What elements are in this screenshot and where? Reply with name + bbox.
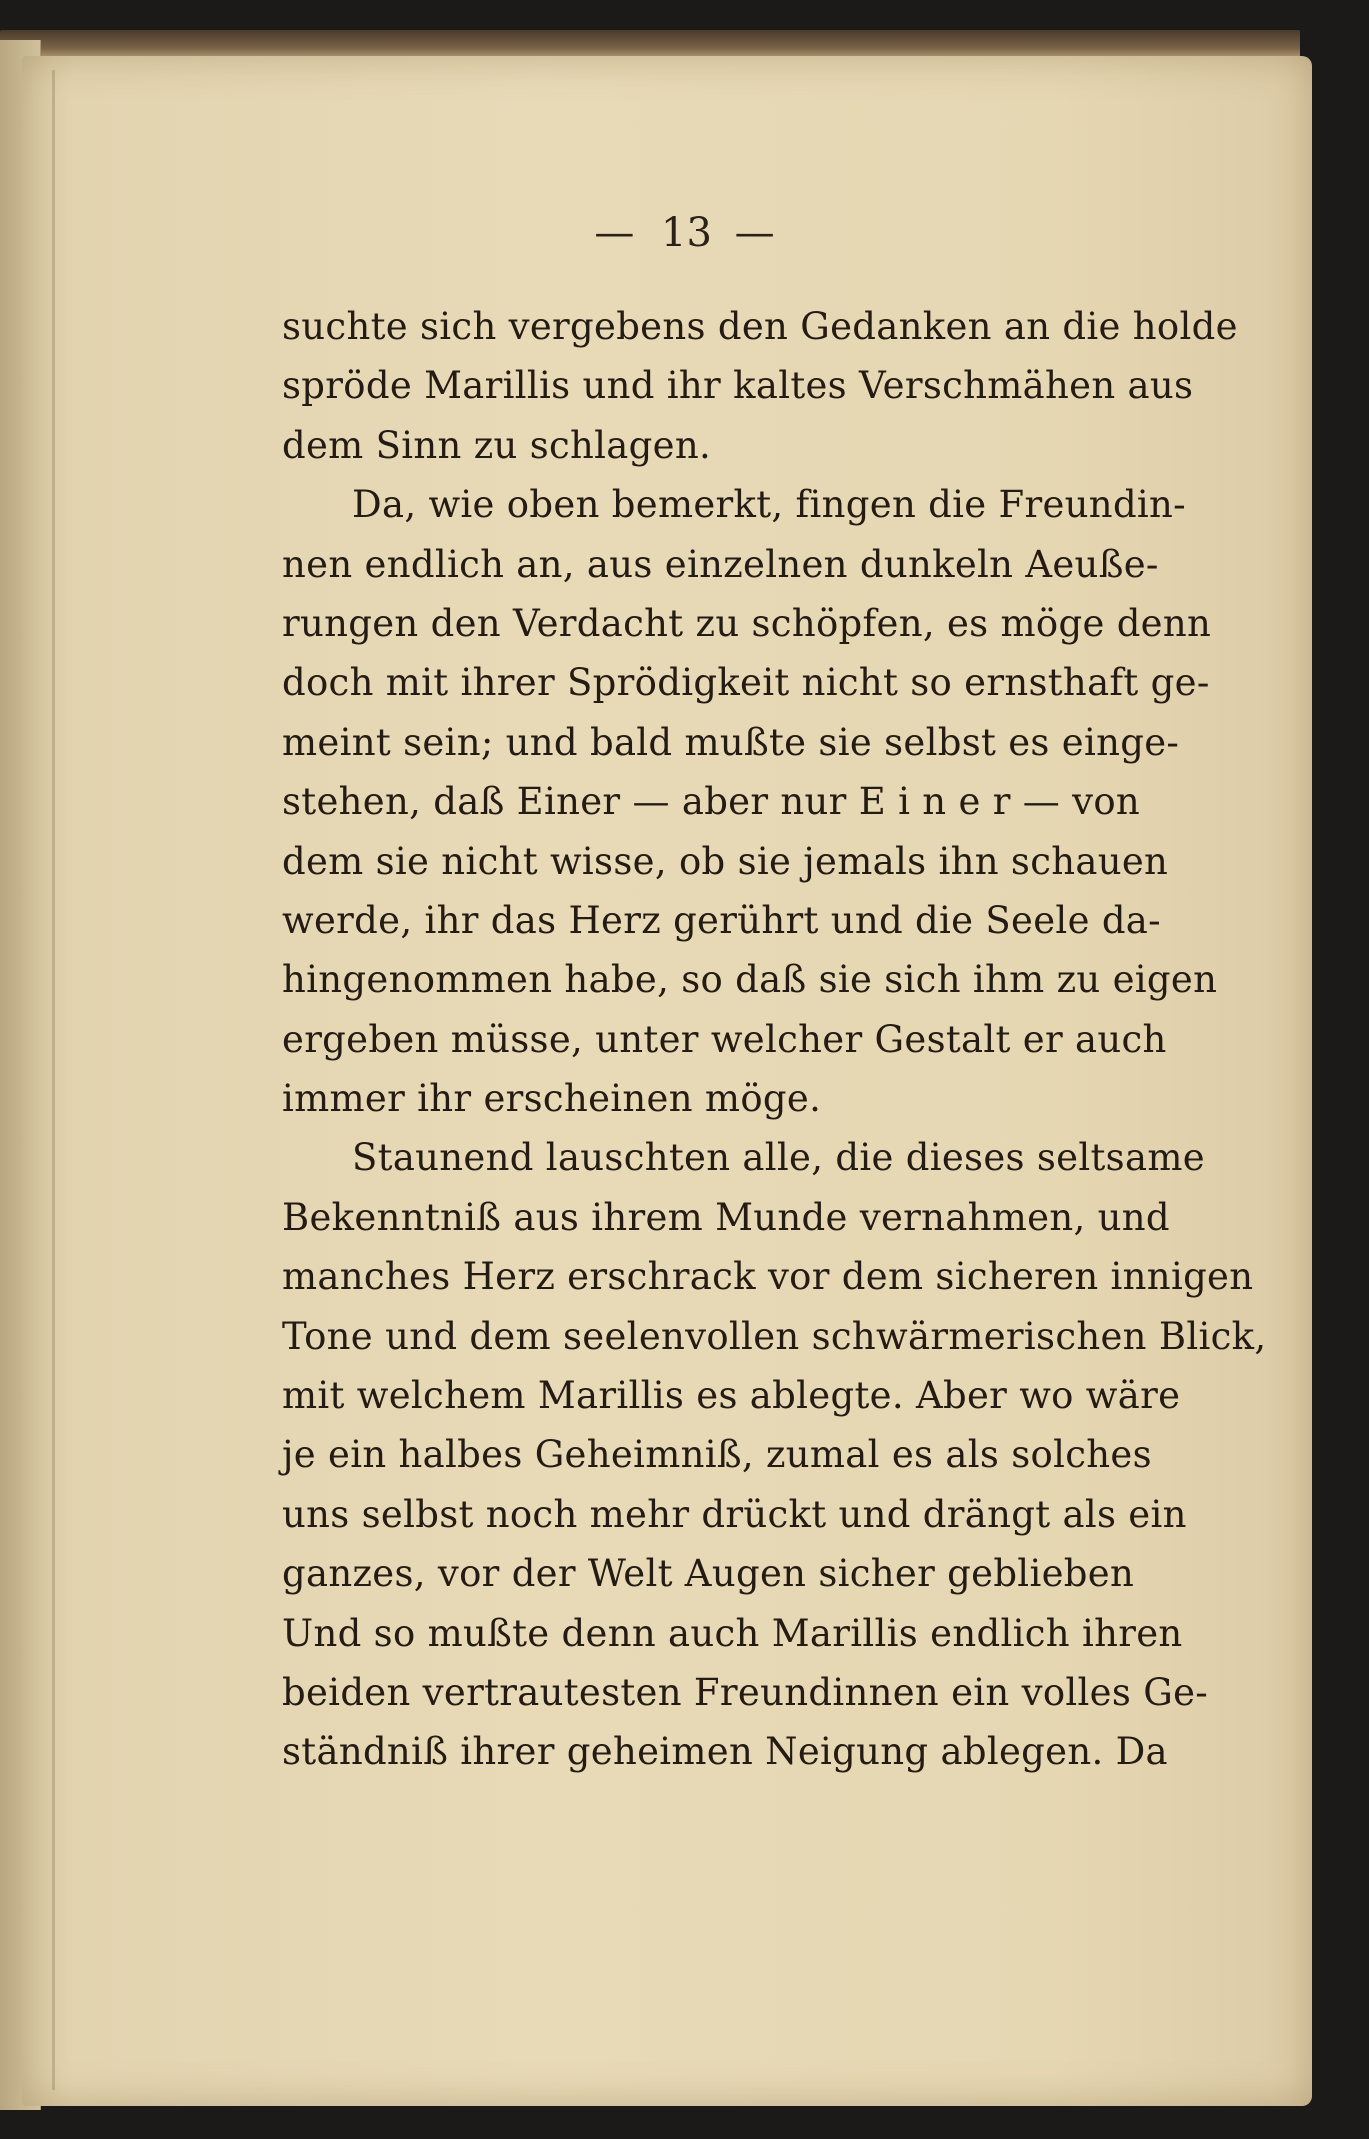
text-line: Staunend lauschten alle, die dieses seltsame bbox=[352, 1136, 1205, 1180]
text-line: werde, ihr das Herz gerührt und die Seele da- bbox=[282, 898, 1161, 942]
text-line: dem Sinn zu schlagen. bbox=[282, 423, 712, 467]
text-line: nen endlich an, aus einzelnen dunkeln Aeuße- bbox=[282, 542, 1159, 586]
text-line: beiden vertrautesten Freundinnen ein volles Ge- bbox=[282, 1670, 1209, 1714]
text-line: je ein halbes Geheimniß, zumal es als solches bbox=[282, 1433, 1152, 1477]
text-line: hingenommen habe, so daß sie sich ihm zu eigen bbox=[282, 958, 1218, 1002]
text-line: ergeben müsse, unter welcher Gestalt er auch bbox=[282, 1017, 1167, 1061]
text-line: dem sie nicht wisse, ob sie jemals ihn schauen bbox=[282, 839, 1169, 883]
text-line: doch mit ihrer Sprödigkeit nicht so ernsthaft ge- bbox=[282, 661, 1210, 705]
text-line: immer ihr erscheinen möge. bbox=[282, 1077, 822, 1121]
header-dash-left: — bbox=[594, 210, 635, 256]
text-line: meint sein; und bald mußte sie selbst es einge- bbox=[282, 720, 1180, 764]
text-line: suchte sich vergebens den Gedanken an die holde bbox=[282, 305, 1238, 348]
text-line: Und so mußte denn auch Marillis endlich ihren bbox=[282, 1611, 1183, 1655]
text-line: Tone und dem seelenvollen schwärmerischen Blick, bbox=[282, 1314, 1267, 1358]
text-line: uns selbst noch mehr drückt und drängt als ein bbox=[282, 1492, 1187, 1536]
body-text bbox=[282, 297, 1267, 1782]
text-line: rungen den Verdacht zu schöpfen, es möge denn bbox=[282, 601, 1212, 645]
text-line: stehen, daß Einer — aber nur E i n e r — von bbox=[282, 780, 1141, 824]
text-line: mit welchem Marillis es ablegte. Aber wo wäre bbox=[282, 1374, 1181, 1418]
text-line: ganzes, vor der Welt Augen sicher geblieben bbox=[282, 1552, 1135, 1596]
page-header bbox=[0, 210, 1369, 256]
page-number: 13 bbox=[661, 210, 712, 256]
header-dash-right: — bbox=[734, 210, 775, 256]
text-line: Bekenntniß aus ihrem Munde vernahmen, und bbox=[282, 1195, 1170, 1239]
text-line: spröde Marillis und ihr kaltes Verschmähen aus bbox=[282, 364, 1194, 408]
text-line: Da, wie oben bemerkt, fingen die Freundin- bbox=[352, 483, 1186, 527]
gutter-line bbox=[52, 70, 55, 2090]
text-line: manches Herz erschrack vor dem sicheren innigen bbox=[282, 1255, 1254, 1299]
text-line: ständniß ihrer geheimen Neigung ablegen. Da bbox=[282, 1730, 1168, 1774]
